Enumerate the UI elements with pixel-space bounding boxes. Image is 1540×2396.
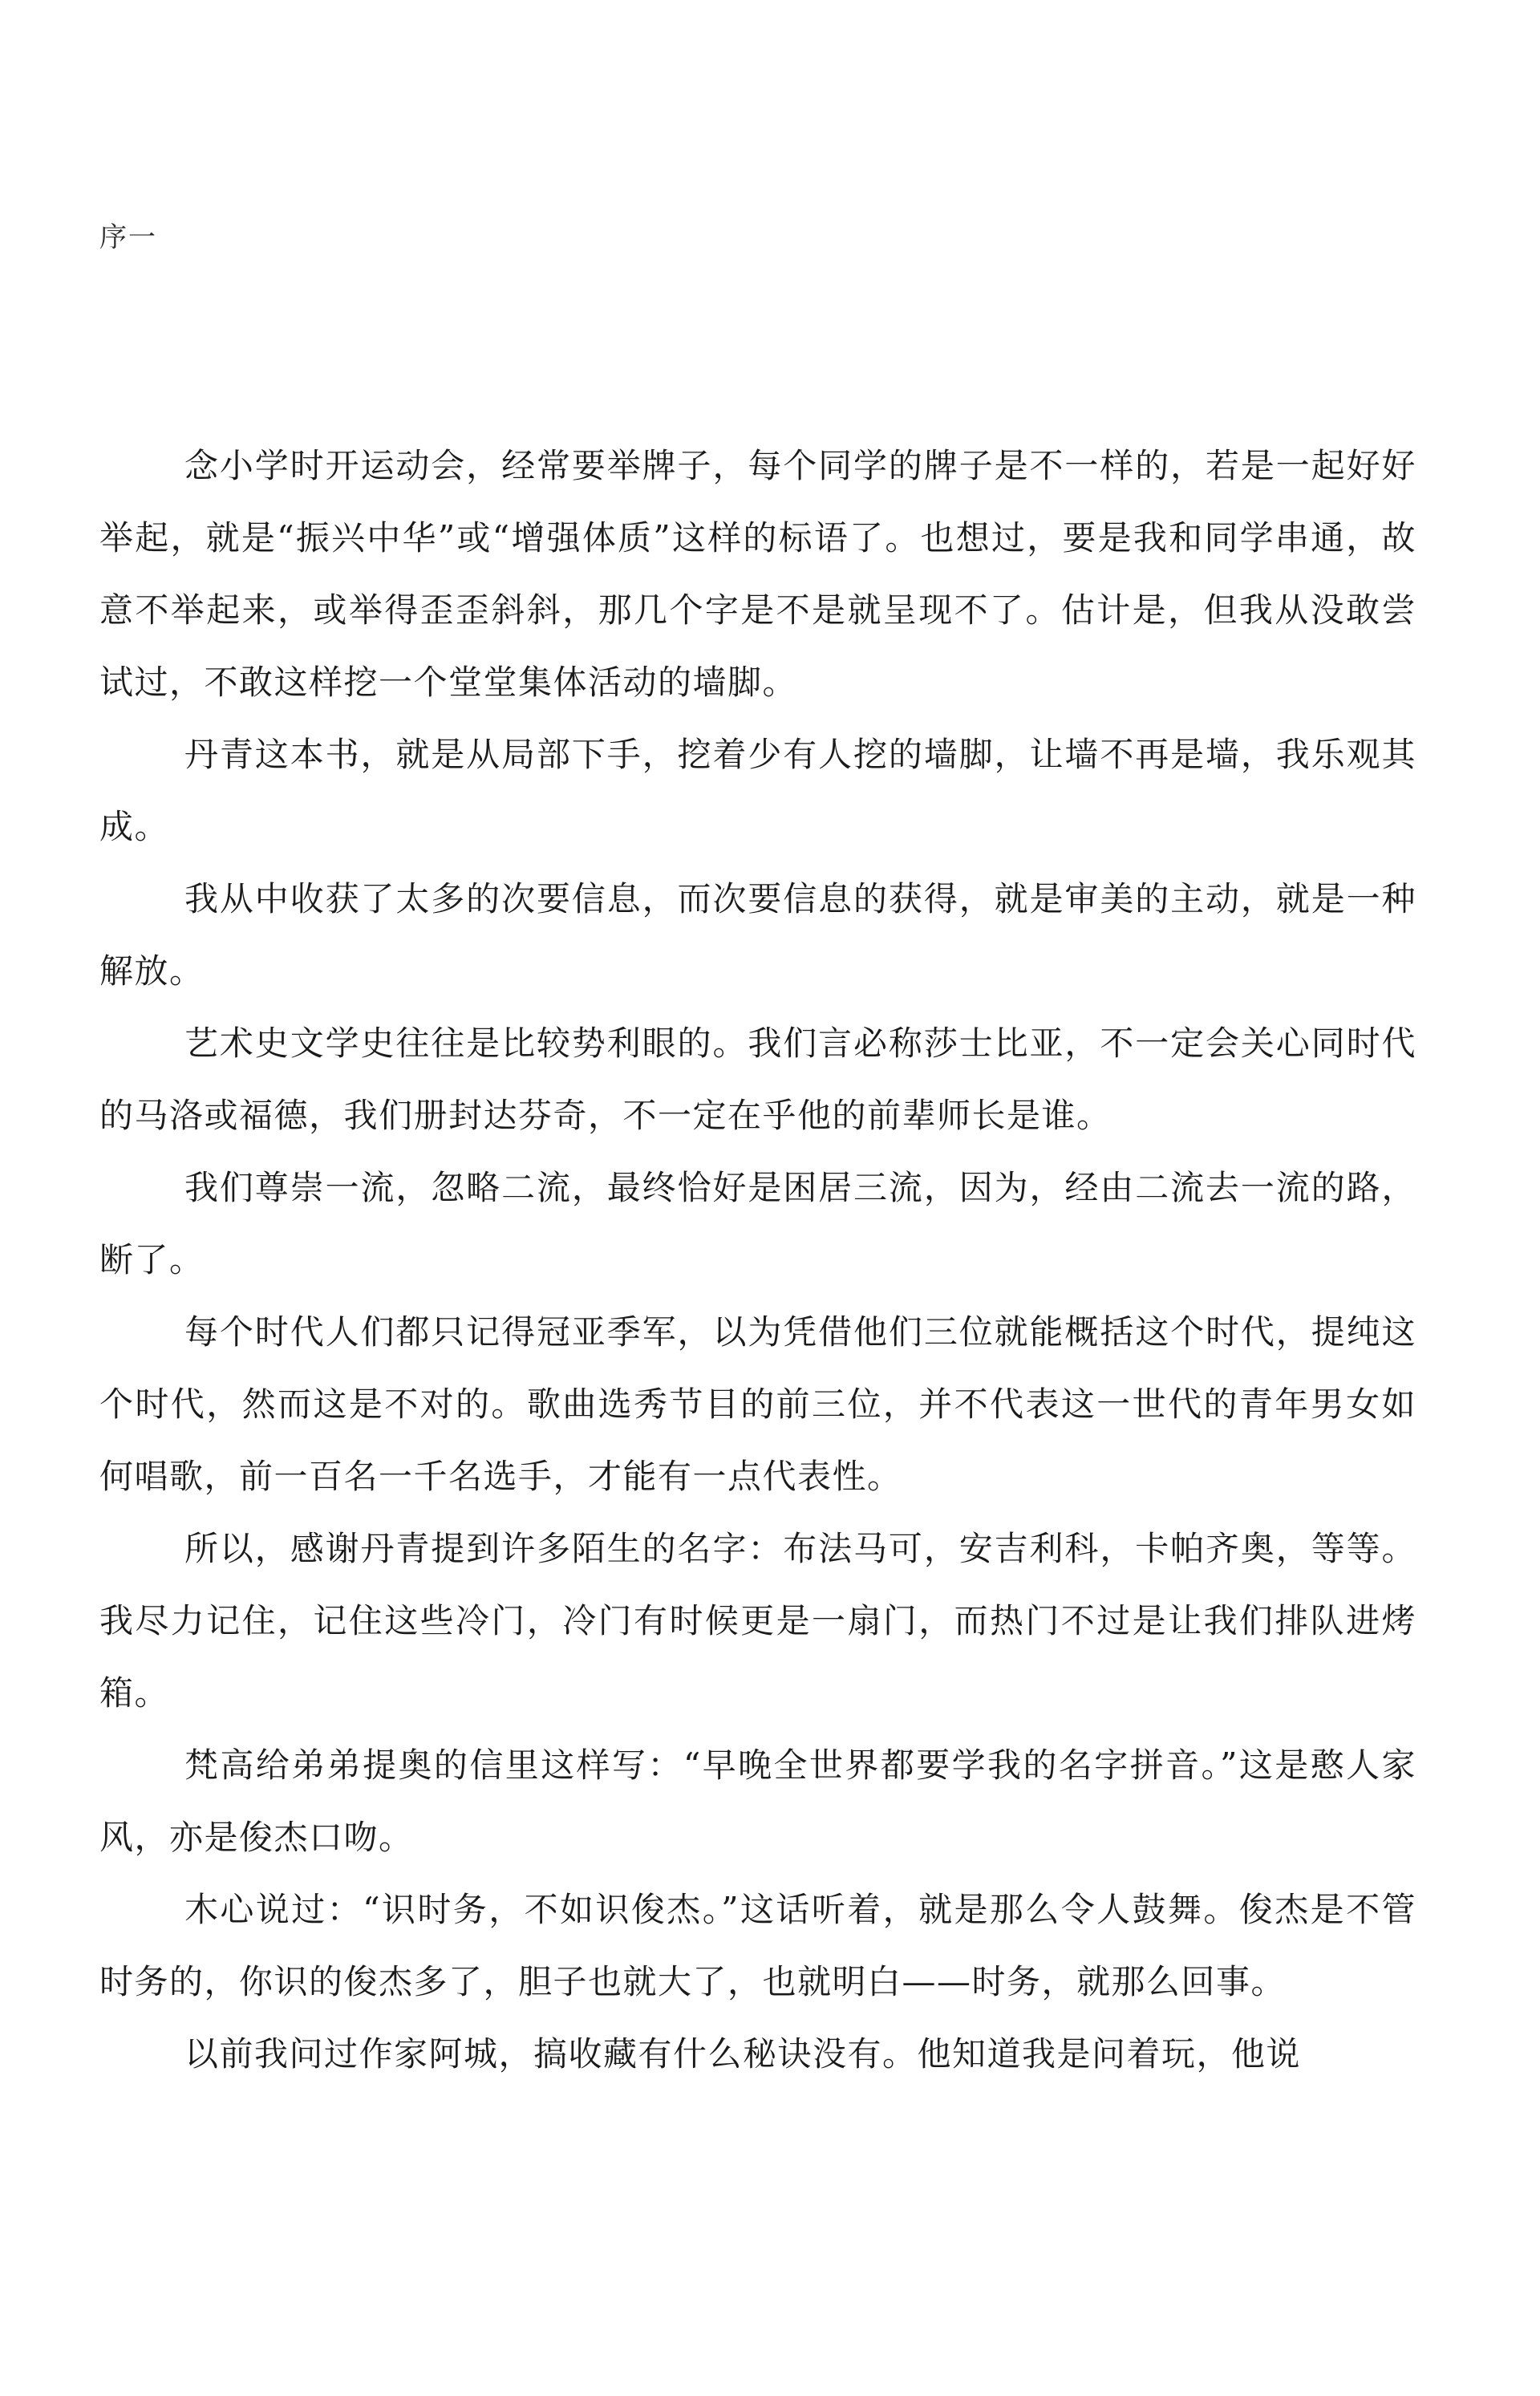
paragraph: 念小学时开运动会，经常要举牌子，每个同学的牌子是不一样的，若是一起好好举起，就是“振兴中华”或“增强体质”这样的标语了。也想过，要是我和同学串通，故意不举起来，或举得歪歪斜斜，那几个字是不是就呈现不了。估计是，但我从没敢尝试过，不敢这样挖一个堂堂集体活动的墙脚。 xyxy=(99,446,1416,702)
paragraph: 所以，感谢丹青提到许多陌生的名字：布法马可，安吉利科，卡帕齐奥，等等。我尽力记住，记住这些冷门，冷门有时候更是一扇门，而热门不过是让我们排队进烤箱。 xyxy=(99,1529,1416,1713)
paragraph: 以前我问过作家阿城，搞收藏有什么秘诀没有。他知道我是问着玩，他说 xyxy=(184,2034,1302,2074)
running-title: 序一 xyxy=(99,221,157,253)
paragraph: 艺术史文学史往往是比较势利眼的。我们言必称莎士比亚，不一定会关心同时代的马洛或福德，我们册封达芬奇，不一定在乎他的前辈师长是谁。 xyxy=(99,1024,1416,1135)
paragraph: 木心说过：“识时务，不如识俊杰。”这话听着，就是那么令人鼓舞。俊杰是不管时务的，你识的俊杰多了，胆子也就大了，也就明白——时务，就那么回事。 xyxy=(99,1890,1416,2001)
paragraph: 梵高给弟弟提奥的信里这样写：“早晚全世界都要学我的名字拼音。”这是憨人家风，亦是俊杰口吻。 xyxy=(99,1745,1416,1857)
paragraph: 丹青这本书，就是从局部下手，挖着少有人挖的墙脚，让墙不再是墙，我乐观其成。 xyxy=(99,735,1416,846)
paragraph: 每个时代人们都只记得冠亚季军，以为凭借他们三位就能概括这个时代，提纯这个时代，然而这是不对的。歌曲选秀节目的前三位，并不代表这一世代的青年男女如何唱歌，前一百名一千名选手，才能有一点代表性。 xyxy=(99,1312,1416,1496)
paragraph: 我从中收获了太多的次要信息，而次要信息的获得，就是审美的主动，就是一种解放。 xyxy=(99,879,1416,991)
body-text xyxy=(99,430,1416,2090)
paragraph: 我们尊崇一流，忽略二流，最终恰好是困居三流，因为，经由二流去一流的路，断了。 xyxy=(99,1168,1416,1279)
